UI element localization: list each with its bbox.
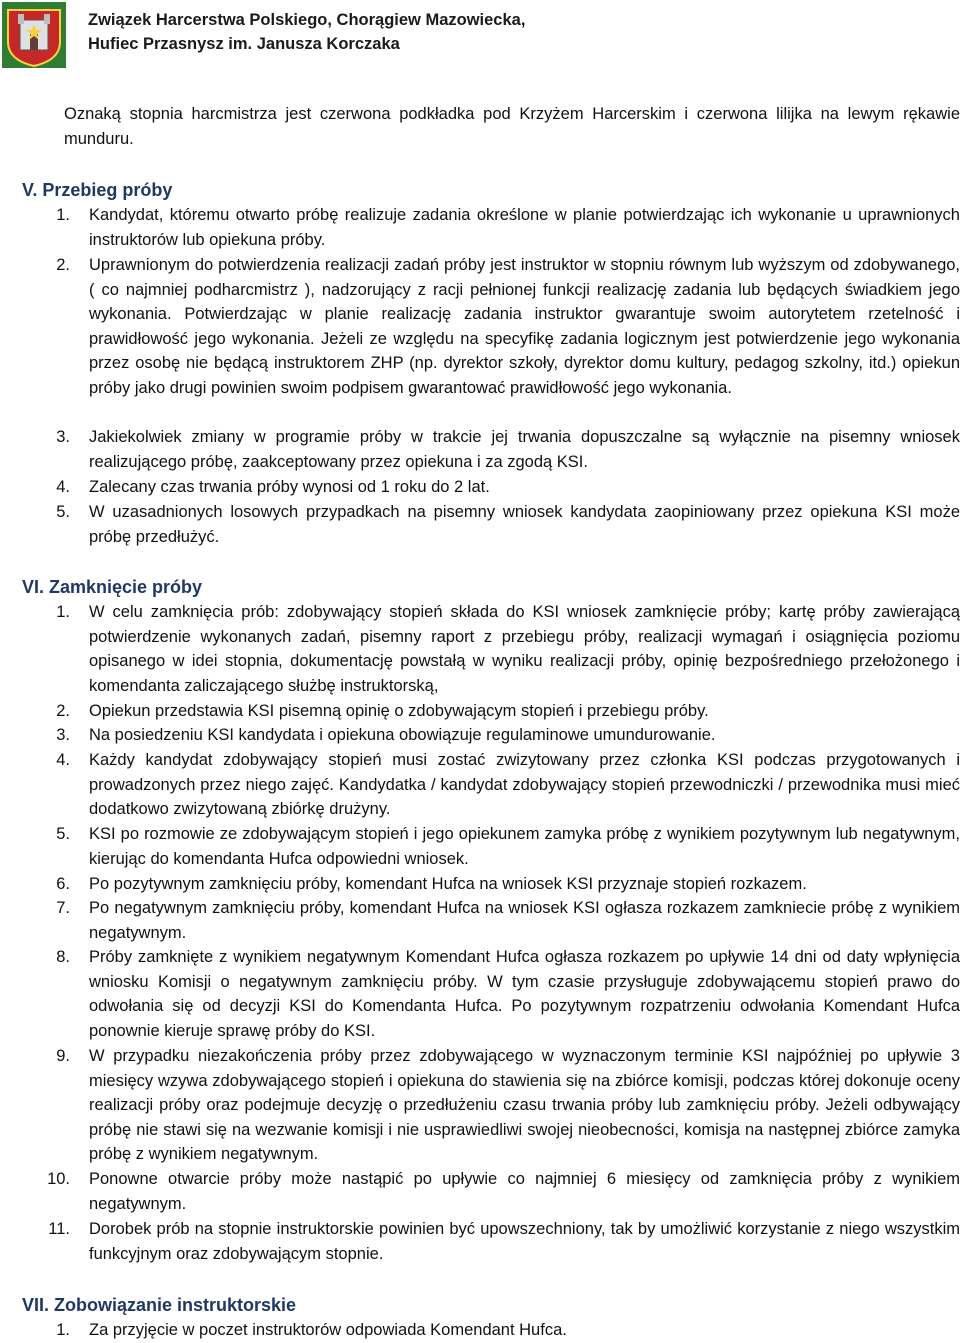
organization-name xyxy=(88,8,525,56)
list-item: Próby zamknięte z wynikiem negatywnym Komendant Hufca ogłasza rozkazem po upływie 14 dni od daty wpłynięcia wniosku Komisji o negatywnym zamknięciu próby. W tym czasie przysługuje zdobywającemu stopień prawo do odwołania się od decyzji KSI do Komendanta Hufca. Po pozytywnym rozpatrzeniu odwołania Komendant Hufca ponownie kieruje sprawę próby do KSI. xyxy=(89,948,960,1040)
section-v-title: V. Przebieg próby xyxy=(22,180,173,200)
list-item: W przypadku niezakończenia próby przez zdobywającego w wyznaczonym terminie KSI najpóźniej po upływie 3 miesięcy wzywa zdobywającego stopień i opiekuna do stawienia się na zbiórce komisji, podczas której dokonuje oceny realizacji próby oraz podejmuje decyzję o przedłużeniu czasu trwania próby lub zamknięciu próby. Jeżeli odbywający próbę nie stawi się na wezwanie komisji i nie usprawiedliwi swojej nieobecności, komisja na następnej zbiórce zamyka próbę z wynikiem negatywnym. xyxy=(89,1047,960,1163)
list-item: Na posiedzeniu KSI kandydata i opiekuna obowiązuje regulaminowe umundurowanie. xyxy=(89,726,716,744)
org-line-1: Związek Harcerstwa Polskiego, Chorągiew Mazowiecka, xyxy=(88,11,526,29)
list-item: Dorobek prób na stopnie instruktorskie powinien być upowszechniony, tak by umożliwić korzystanie z niego wszystkim funkcyjnym oraz zdobywającym stopnie. xyxy=(89,1220,960,1263)
list-number: 3. xyxy=(56,428,70,446)
list-number: 1. xyxy=(56,1321,70,1339)
list-number: 10. xyxy=(47,1170,70,1188)
list-item: Uprawnionym do potwierdzenia realizacji zadań próby jest instruktor w stopniu równym lub wyższym od zdobywanego, ( co najmniej podharcmistrz ), nadzorujący z racji pełnionej funkcji realizację zadania lub będących świadkiem jego wykonania. Potwierdzając w planie realizację zadania instruktor gwarantuje swoim autorytetem rzetelność i prawidłowość jego wykonania. Jeżeli ze względu na specyfikę zadania logicznym jest potwierdzenie jego wykonania przez osobę nie będącą instruktorem ZHP (np. dyrektor szkoły, dyrektor domu kultury, pedagog szkolny, itd.) opiekun próby jako drugi powinien swoim podpisem gwarantować prawidłowość jego wykonania. xyxy=(89,256,960,397)
list-number: 7. xyxy=(56,899,70,917)
hufiec-logo xyxy=(2,2,66,68)
intro-paragraph: Oznaką stopnia harcmistrza jest czerwona podkładka pod Krzyżem Harcerskim i czerwona lilijka na lewym rękawie munduru. xyxy=(64,105,960,148)
list-item: Zalecany czas trwania próby wynosi od 1 roku do 2 lat. xyxy=(89,478,490,496)
list-item: Kandydat, któremu otwarto próbę realizuje zadania określone w planie potwierdzając ich wykonanie u uprawnionych instruktorów lub opiekuna próby. xyxy=(89,206,960,249)
list-item: Za przyjęcie w poczet instruktorów odpowiada Komendant Hufca. xyxy=(89,1321,567,1339)
list-number: 2. xyxy=(56,702,70,720)
list-number: 8. xyxy=(56,948,70,966)
section-vi-title: VI. Zamknięcie próby xyxy=(22,577,203,597)
list-item: Po pozytywnym zamknięciu próby, komendant Hufca na wniosek KSI przyznaje stopień rozkazem. xyxy=(89,875,807,893)
list-item: Po negatywnym zamknięciu próby, komendant Hufca na wniosek KSI ogłasza rozkazem zamkniecie próbę z wynikiem negatywnym. xyxy=(89,899,960,942)
list-number: 1. xyxy=(56,206,70,224)
page-header xyxy=(0,0,960,80)
list-number: 4. xyxy=(56,751,70,769)
list-item: Ponowne otwarcie próby może nastąpić po upływie co najmniej 6 miesięcy od zamknięcia próby z wynikiem negatywnym. xyxy=(89,1170,960,1213)
list-number: 3. xyxy=(56,726,70,744)
list-number: 5. xyxy=(56,503,70,521)
list-number: 5. xyxy=(56,825,70,843)
list-number: 4. xyxy=(56,478,70,496)
list-number: 2. xyxy=(56,256,70,274)
list-item: W uzasadnionych losowych przypadkach na pisemny wniosek kandydata zaopiniowany przez opiekuna KSI może próbę przedłużyć. xyxy=(89,503,960,546)
list-number: 6. xyxy=(56,875,70,893)
list-item: Każdy kandydat zdobywający stopień musi zostać zwizytowany przez członka KSI podczas przygotowanych i prowadzonych przez niego zajęć. Kandydatka / kandydat zdobywający stopień przewodniczki / przewodnika musi mieć dodatkowo zwizytowaną zbiórkę drużyny. xyxy=(89,751,960,818)
list-item: KSI po rozmowie ze zdobywającym stopień i jego opiekunem zamyka próbę z wynikiem pozytywnym lub negatywnym, kierując do komendanta Hufca odpowiedni wniosek. xyxy=(89,825,960,868)
section-vii-title: VII. Zobowiązanie instruktorskie xyxy=(22,1295,297,1315)
list-number: 1. xyxy=(56,603,70,621)
list-item: Jakiekolwiek zmiany w programie próby w trakcie jej trwania dopuszczalne są wyłącznie na pisemny wniosek realizującego próbę, zaakceptowany przez opiekuna i za zgodą KSI. xyxy=(89,428,960,471)
list-number: 11. xyxy=(48,1220,70,1238)
list-item: Opiekun przedstawia KSI pisemną opinię o zdobywającym stopień i przebiegu próby. xyxy=(89,702,709,720)
org-line-2: Hufiec Przasnysz im. Janusza Korczaka xyxy=(88,35,400,53)
list-item: W celu zamknięcia prób: zdobywający stopień składa do KSI wniosek zamknięcie próby; kartę próby zawierającą potwierdzenie wykonanych zadań, pisemny raport z przebiegu próby, realizacji wymagań i osiągnięcia poziomu opisanego w idei stopnia, dokumentację powstałą w wyniku realizacji próby, opinię bezpośredniego przełożonego i komendanta zaliczającego służbę instruktorską, xyxy=(89,603,960,695)
list-number: 9. xyxy=(56,1047,70,1065)
